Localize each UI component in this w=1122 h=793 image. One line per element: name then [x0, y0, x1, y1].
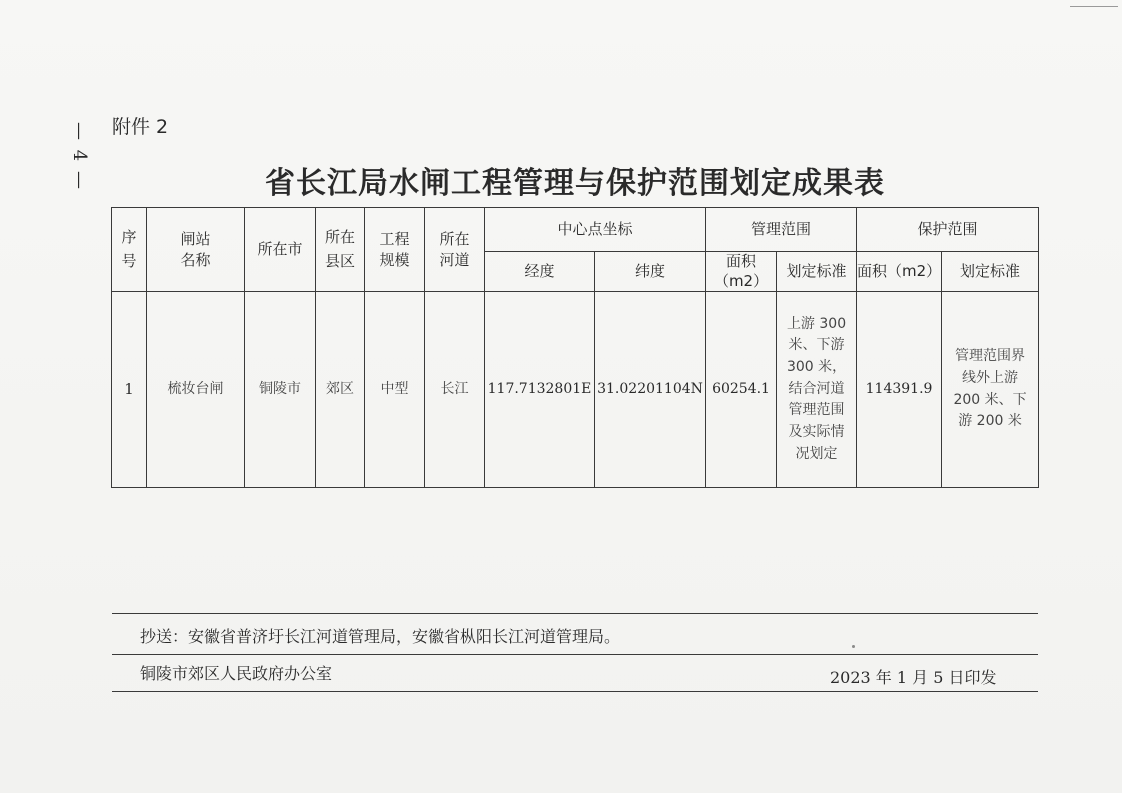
- cell-latitude: 31.02201104N: [595, 292, 706, 488]
- cell-mgmt-area: 60254.1: [706, 292, 777, 488]
- header-district: 所在县区: [316, 208, 365, 292]
- cell-river: 长江: [425, 292, 485, 488]
- cell-seq: 1: [112, 292, 147, 488]
- header-river: 所在河道: [425, 208, 485, 292]
- header-prot-area: 面积（m2）: [857, 252, 942, 292]
- cell-mgmt-standard: 上游 300 米、下游 300 米，结合河道管理范围及实际情况划定: [777, 292, 857, 488]
- issuing-office: 铜陵市郊区人民政府办公室: [140, 664, 333, 683]
- cell-scale: 中型: [365, 292, 425, 488]
- header-city: 所在市: [245, 208, 316, 292]
- header-seq: 序号: [112, 208, 147, 292]
- footer-divider-top: [112, 613, 1038, 614]
- header-latitude: 纬度: [595, 252, 706, 292]
- header-prot-standard: 划定标准: [942, 252, 1039, 292]
- header-mgmt-standard: 划定标准: [777, 252, 857, 292]
- header-longitude: 经度: [485, 252, 595, 292]
- cell-prot-area: 114391.9: [857, 292, 942, 488]
- header-scale: 工程规模: [365, 208, 425, 292]
- header-mgmt-area: 面积（m2）: [706, 252, 777, 292]
- cell-name: 梳妆台闸: [147, 292, 245, 488]
- result-table: [111, 207, 1039, 488]
- page-number-text: — 4 —: [68, 121, 90, 191]
- header-name: 闸站名称: [147, 208, 245, 292]
- footer-divider-bottom: [112, 691, 1038, 692]
- footer-divider-middle: [112, 654, 1038, 655]
- attachment-label: 附件 2: [112, 116, 169, 138]
- cell-longitude: 117.7132801E: [485, 292, 595, 488]
- cell-city: 铜陵市: [245, 292, 316, 488]
- table-header-row: [112, 208, 1039, 252]
- page-number: [64, 116, 94, 196]
- cc-recipients: 抄送：安徽省普济圩长江河道管理局，安徽省枞阳长江河道管理局。: [140, 627, 621, 646]
- cell-district: 郊区: [316, 292, 365, 488]
- header-protection-scope: 保护范围: [857, 208, 1039, 252]
- issue-date: 2023 年 1 月 5 日印发: [830, 668, 997, 687]
- header-management-scope: 管理范围: [706, 208, 857, 252]
- cell-prot-standard: 管理范围界线外上游 200 米、下游 200 米: [942, 292, 1039, 488]
- header-center-coords: 中心点坐标: [485, 208, 706, 252]
- scan-speck: [852, 645, 855, 648]
- table-row: [112, 292, 1039, 488]
- document-title: 省长江局水闸工程管理与保护范围划定成果表: [265, 166, 885, 201]
- scan-edge-line: [1070, 6, 1118, 7]
